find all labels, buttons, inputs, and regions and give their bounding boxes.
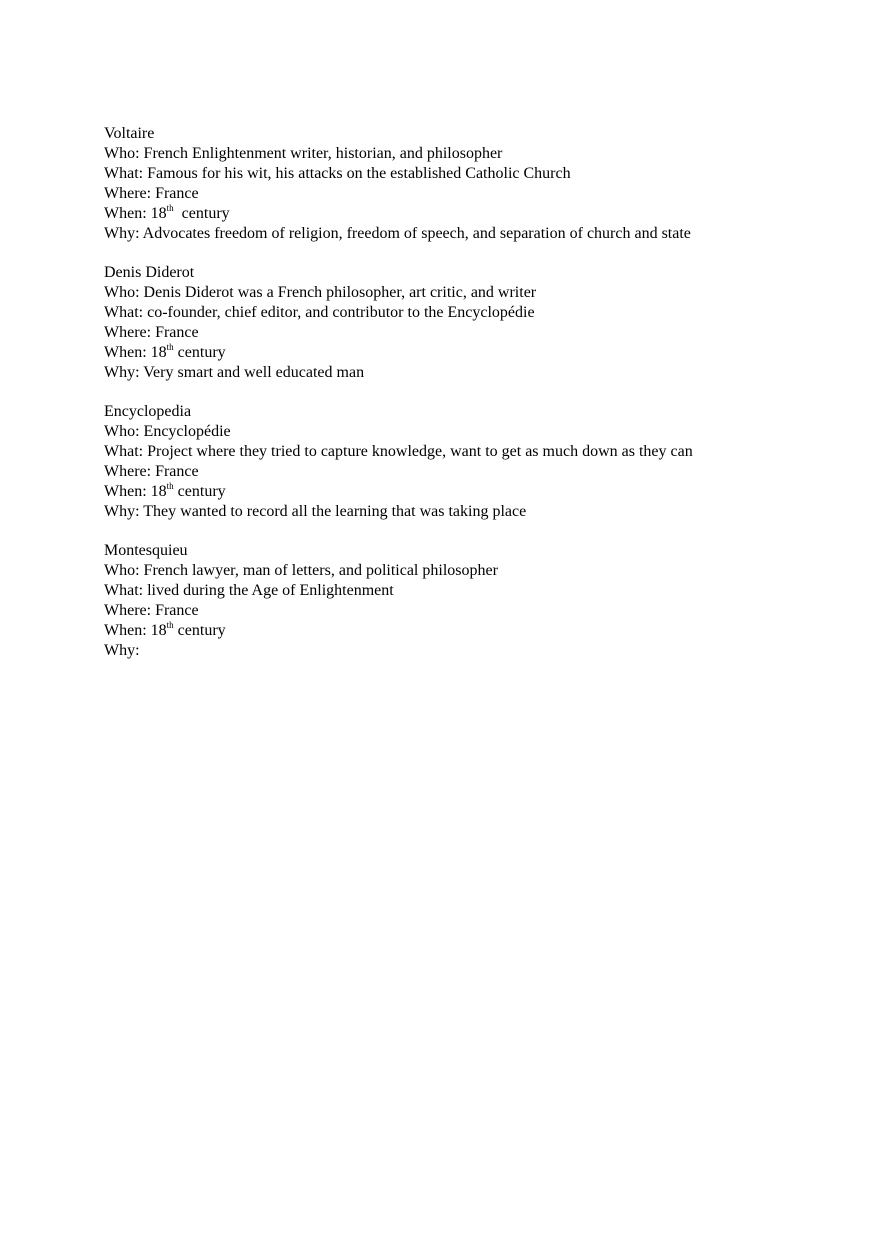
entry-why: Why: They wanted to record all the learning that was taking place: [104, 503, 527, 520]
when-suffix: century: [173, 344, 226, 361]
when-ordinal: th: [166, 480, 174, 491]
when-prefix: When: 18: [104, 483, 167, 500]
when-ordinal: th: [166, 202, 174, 213]
when-ordinal: th: [166, 341, 174, 352]
entry-what: What: Famous for his wit, his attacks on the established Catholic Church: [104, 165, 571, 182]
when-suffix: century: [173, 205, 230, 222]
entry-what: What: Project where they tried to capture knowledge, want to get as much down as they can: [104, 443, 693, 460]
entry-when: [104, 343, 844, 363]
entry-why: Why:: [104, 642, 140, 659]
when-suffix: century: [173, 622, 226, 639]
entry-who: Who: French Enlightenment writer, historian, and philosopher: [104, 145, 503, 162]
when-ordinal: th: [166, 619, 174, 630]
entry-encyclopedia: [104, 402, 844, 522]
when-prefix: When: 18: [104, 344, 167, 361]
entry-where: Where: France: [104, 602, 199, 619]
entry-who: Who: Encyclopédie: [104, 423, 231, 440]
when-suffix: century: [173, 483, 226, 500]
entry-when: [104, 621, 844, 641]
entry-where: Where: France: [104, 463, 199, 480]
entry-diderot: [104, 263, 844, 383]
entry-why: Why: Advocates freedom of religion, freedom of speech, and separation of church and state: [104, 225, 691, 242]
entry-title: Voltaire: [104, 125, 155, 142]
entry-montesquieu: [104, 541, 844, 661]
entry-title: Montesquieu: [104, 542, 188, 559]
entry-where: Where: France: [104, 324, 199, 341]
entry-who: Who: French lawyer, man of letters, and political philosopher: [104, 562, 498, 579]
entry-when: [104, 204, 844, 224]
document-body: [104, 124, 844, 661]
entry-title: Denis Diderot: [104, 264, 195, 281]
entry-voltaire: [104, 124, 844, 244]
entry-why: Why: Very smart and well educated man: [104, 364, 365, 381]
entry-what: What: co-founder, chief editor, and contributor to the Encyclopédie: [104, 304, 535, 321]
when-prefix: When: 18: [104, 205, 167, 222]
entry-where: Where: France: [104, 185, 199, 202]
entry-who: Who: Denis Diderot was a French philosopher, art critic, and writer: [104, 284, 537, 301]
entry-title: Encyclopedia: [104, 403, 192, 420]
entry-what: What: lived during the Age of Enlightenment: [104, 582, 394, 599]
when-prefix: When: 18: [104, 622, 167, 639]
entry-when: [104, 482, 844, 502]
